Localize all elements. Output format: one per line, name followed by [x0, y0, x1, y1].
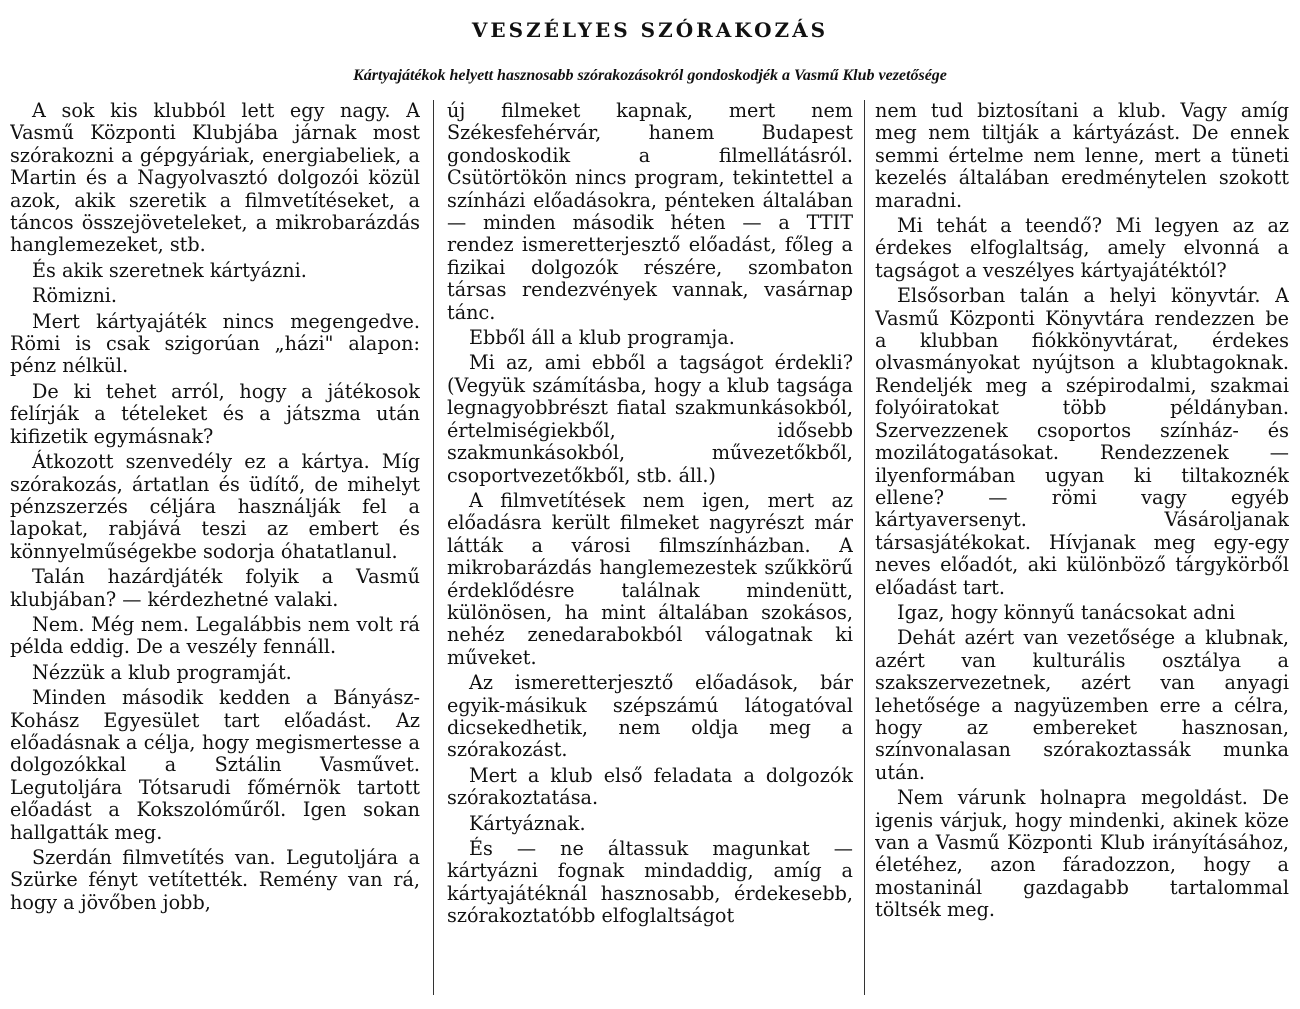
- paragraph: Römizni.: [32, 284, 118, 308]
- paragraph: És akik szeretnek kártyázni.: [32, 258, 307, 282]
- article-column-1: [10, 100, 420, 1005]
- paragraph: De ki tehet arról, hogy a játékosok felírják a tételeket és a játszma után kifizetik egymásnak?: [10, 379, 420, 448]
- paragraph: Nem várunk holnapra megoldást. De igenis várjuk, hogy mindenki, akinek köze van a Vasmű Központi Klub irányításához, életéhez, azon fáradozzon, hogy a mostaninál gazdagabb tartalommal töltsék meg.: [875, 786, 1289, 922]
- paragraph: És — ne áltassuk magunkat — kártyázni fognak mindaddig, amíg a kártyajátéknál hasznosabb, érdekesebb, szórakoztatóbb elfoglaltságot: [447, 837, 853, 928]
- article-column-3: [875, 100, 1289, 1005]
- paragraph: Igaz, hogy könnyű tanácsokat adni: [897, 600, 1236, 624]
- paragraph: A sok kis klubból lett egy nagy. A Vasmű Központi Klubjába járnak most szórakozni a gépgyáriak, energiabeliek, a Martin és a Nagyolvasztó dolgozói közül azok, akik szeretik a filmvetítéseket, a táncos összejöveteleket, a mikrobarázdás hanglemezeket, stb.: [10, 100, 420, 257]
- paragraph: Átkozott szenvedély ez a kártya. Míg szórakozás, ártatlan és üdítő, de mihelyt pénzszerzés céljára használják fel a lapokat, rabjává teszi az embert és könnyelműségekbe sodorja óhatatlanul.: [10, 450, 420, 563]
- paragraph: nem tud biztosítani a klub. Vagy amíg meg nem tiltják a kártyázást. De ennek semmi értelme nem lenne, mert a tüneti kezelés általában eredménytelen szokott maradni.: [875, 100, 1289, 212]
- paragraph: Talán hazárdjáték folyik a Vasmű klubjában? — kérdezhetné valaki.: [10, 565, 420, 611]
- column-divider: [433, 100, 434, 995]
- paragraph: Nézzük a klub programját.: [32, 660, 292, 684]
- paragraph: Mi tehát a teendő? Mi legyen az az érdekes elfoglaltság, amely elvonná a tagságot a veszélyes kártyajátéktól?: [875, 214, 1289, 282]
- column-divider: [864, 100, 865, 995]
- paragraph: Elsősorban talán a helyi könyvtár. A Vasmű Központi Könyvtára rendezzen be a klubban fiókkönyvtárat, érdekes olvasmányokat nyújtson a klubtagoknak. Rendeljék meg a szépirodalmi, szakmai folyóiratokat több példányban. Szervezzenek csoportos színház- és mozilátogatásokat. Rendezzenek — ilyenformában ugyan ki tiltakoznék ellene? — römi vagy egyéb kártyaversenyt. Vásároljanak társasjátékokat. Hívjanak meg egy-egy neves előadót, aki különböző tárgykörből előadást tart.: [875, 284, 1289, 599]
- paragraph: Mert kártyajáték nincs megengedve. Römi is csak szigorúan „házi" alapon: pénz nélkül.: [10, 309, 420, 378]
- paragraph: Dehát azért van vezetősége a klubnak, azért van kulturális osztálya a szakszervezetnek, azért van anyagi lehetősége a nagyüzemben erre a célra, hogy az embereket hasznosan, színvonalasan szórakoztassák munka után.: [875, 626, 1289, 784]
- paragraph: Szerdán filmvetítés van. Legutoljára a Szürke fényt vetítették. Remény van rá, hogy a jövőben jobb,: [10, 846, 420, 914]
- paragraph: Nem. Még nem. Legalábbis nem volt rá példa eddig. De a veszély fennáll.: [10, 612, 420, 659]
- article-column-2: [447, 100, 853, 1005]
- paragraph: Kártyáznak.: [469, 811, 586, 835]
- paragraph: új filmeket kapnak, mert nem Székesfehérvár, hanem Budapest gondoskodik a filmellátásról. Csütörtökön nincs program, tekintettel a színházi előadásokra, pénteken általában — minden második héten — a TTIT rendez ismeretterjesztő előadást, főleg a fizikai dolgozók részére, szombaton társas rendezvények vannak, vasárnap tánc.: [447, 100, 853, 324]
- paragraph: Minden második kedden a Bányász-Kohász Egyesület tart előadást. Az előadásnak a célja, hogy megismertesse a dolgozókkal a Sztálin Vasművet. Legutoljára Tótsarudi főmérnök tartott előadást a Kokszolóműről. Igen sokan hallgatták meg.: [10, 686, 420, 844]
- paragraph: Mi az, ami ebből a tagságot érdekli? (Vegyük számításba, hogy a klub tagsága legnagyobbrészt fiatal szakmunkásokból, értelmiségiekből, idősebb szakmunkásokból, művezetőkből, csoportvezetőkből, stb. áll.): [447, 351, 853, 487]
- paragraph: Ebből áll a klub programja.: [469, 326, 735, 350]
- headline: VESZÉLYES SZÓRAKOZÁS: [471, 18, 829, 42]
- subheadline: Kártyajátékok helyett hasznosabb szórakozásokról gondoskodjék a Vasmű Klub vezetősége: [353, 67, 947, 84]
- paragraph: Az ismeretterjesztő előadások, bár egyik-másikuk szépszámú látogatóval dicsekedhetik, nem oldja meg a szórakozást.: [447, 671, 853, 762]
- paragraph: A filmvetítések nem igen, mert az előadásra került filmeket nagyrészt már látták a városi filmszínházban. A mikrobarázdás hanglemezestek szűkkörű érdeklődésre találnak mindenütt, különösen, ha mint általában szokásos, nehéz zenedarabokból válogatnak ki műveket.: [447, 488, 853, 669]
- paragraph: Mert a klub első feladata a dolgozók szórakoztatása.: [447, 763, 853, 810]
